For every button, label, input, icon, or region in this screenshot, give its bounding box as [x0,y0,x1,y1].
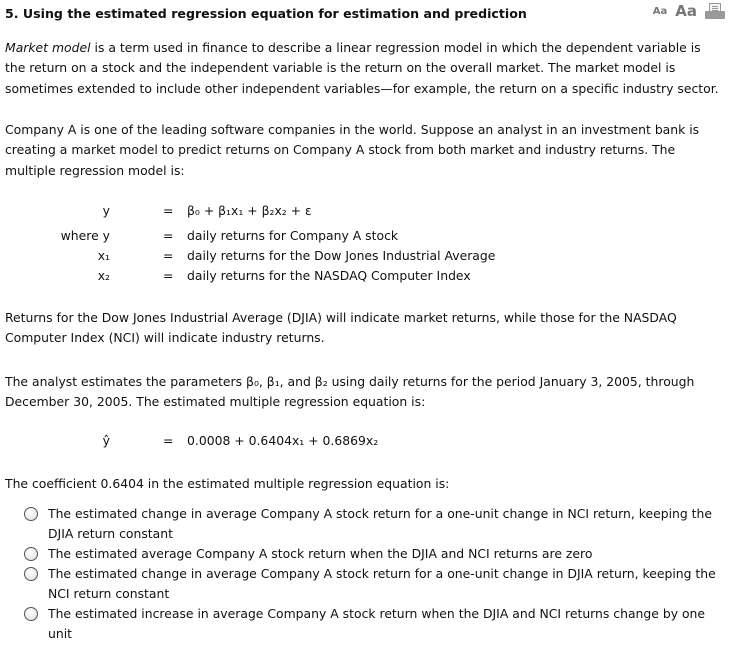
variables-paragraph: Returns for the Dow Jones Industrial Average (DJIA) will indicate market returns, while those for the NASDAQ Computer Index (NCI) will indicate industry returns. [5,310,677,346]
answer-option[interactable] [24,504,724,545]
radio-button[interactable] [24,567,38,581]
equals-sign: = [163,248,174,263]
model-row [0,268,700,288]
yhat: ŷ [102,433,110,448]
answer-option[interactable] [24,604,724,645]
answer-option[interactable] [24,564,724,605]
equals-sign: = [163,433,174,448]
model-lhs: where y [60,228,110,243]
option-label[interactable]: The estimated change in average Company A stock return for a one-unit change in DJIA return, keeping the NCI return constant [48,566,716,602]
model-row [0,203,700,223]
question-prompt: The coefficient 0.6404 in the estimated multiple regression equation is: [5,476,450,491]
radio-button[interactable] [24,547,38,561]
term-market-model: Market model [5,40,91,55]
radio-button[interactable] [24,507,38,521]
intro-paragraph [5,38,720,99]
equals-sign: = [163,268,174,283]
model-lhs: x₂ [97,268,110,283]
model-lhs: y [102,203,110,218]
option-label[interactable]: The estimated change in average Company A stock return for a one-unit change in NCI return, keeping the DJIA return constant [48,506,712,542]
radio-button[interactable] [24,607,38,621]
model-rhs: daily returns for the NASDAQ Computer Index [187,268,471,283]
font-larger-button[interactable]: Aa [675,2,697,20]
model-lhs: x₁ [97,248,110,263]
estimated-rhs: 0.0008 + 0.6404x₁ + 0.6869x₂ [187,433,379,448]
model-rhs: β₀ + β₁x₁ + β₂x₂ + ε [187,203,312,218]
font-smaller-button[interactable]: Aa [652,5,668,17]
toolbar [653,2,725,20]
estimation-paragraph: The analyst estimates the parameters β₀, β₁, and β₂ using daily returns for the period January 3, 2005, through December 30, 2005. The estimated multiple regression equation is: [5,374,695,410]
option-label[interactable]: The estimated increase in average Company A stock return when the DJIA and NCI returns change by one unit [48,606,706,642]
estimated-equation [0,433,700,453]
scenario-paragraph: Company A is one of the leading software companies in the world. Suppose an analyst in an investment bank is creating a market model to predict returns on Company A stock from both market and industry returns. The multiple regression model is: [5,122,700,178]
printer-icon[interactable] [705,3,725,19]
model-rhs: daily returns for the Dow Jones Industrial Average [187,248,496,263]
option-label[interactable]: The estimated average Company A stock return when the DJIA and NCI returns are zero [48,546,593,561]
question-title: 5. Using the estimated regression equation for estimation and prediction [5,6,527,21]
answer-option[interactable] [24,544,724,564]
equals-sign: = [163,228,174,243]
model-rhs: daily returns for Company A stock [187,228,399,243]
model-row [0,248,700,268]
intro-text: is a term used in finance to describe a linear regression model in which the dependent variable is the return on a stock and the independent variable is the return on the overall market. The market model is sometimes extended to include other independent variables—for example, the return on a specific industry sector. [5,40,719,96]
model-row [0,228,700,248]
equals-sign: = [163,203,174,218]
